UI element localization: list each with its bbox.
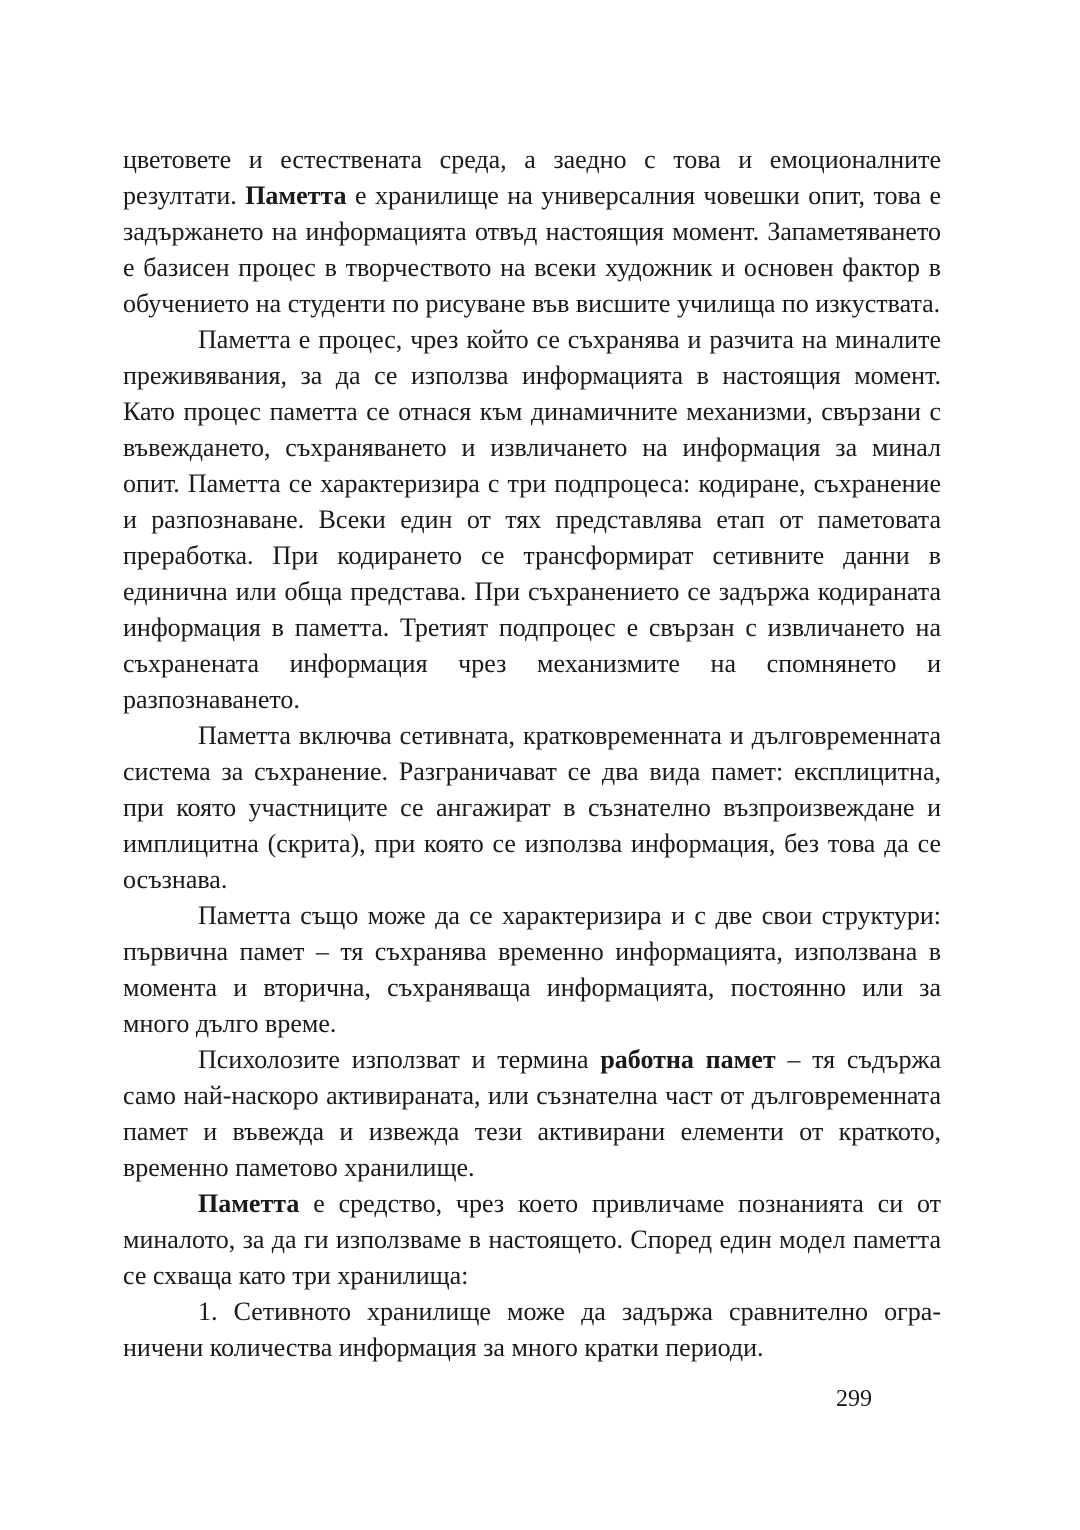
page-number: 299 — [836, 1386, 872, 1412]
paragraph-2 — [123, 322, 941, 718]
paragraph-4 — [123, 898, 941, 1042]
text-run: – тя съдържа само най-наскоро активираната, или съзнателна част от дълговременната памет и въвежда и извежда тези активирани елементи от краткото, временно паметово хранилище. — [123, 1045, 941, 1182]
text-run: Паметта е процес, чрез който се съхранява и разчита на миналите преживявания, за да се използва информацията в настоящия момент. Като процес паметта се отнася към динамичните механизми, свързани с въвеждането, съхраняването и извличането на информация за минал опит. Паметта се характеризира с три подпроцеса: кодиране, съхранение и разпознаване. Всеки един от тях представлява етап от паметовата преработка. При кодирането се трансформират сетивните данни в единична или обща представа. При съхранението се задържа кодираната информация в паметта. Третият подпроцес е свързан с извличането на съхранената информация чрез механизмите на спомнянето и разпознаването. — [123, 325, 941, 714]
text-run: Паметта включва сетивната, кратковременната и дълговременната система за съхранение. Разграничават се два вида памет: експлицитна, при която участниците се ангажират в съзнателно възпроизвеждане и имплицитна (скрита), при която се използва информация, без това да се осъзнава. — [123, 721, 941, 894]
text-run: е средство, чрез което привличаме познанията си от миналото, за да ги използваме в настоящето. Според един модел паметта се схваща като три хранилища: — [123, 1189, 941, 1290]
text-run: е хранилище на универсалния човешки опит, това е задържането на информацията отвъд настоящия момент. Запаметяването е базисен процес в творчеството на всеки художник и основен фактор в обучението на студенти по рисуване във висшите училища по изкуствата. — [123, 181, 941, 318]
paragraph-3 — [123, 718, 941, 898]
paragraph-1 — [123, 142, 941, 322]
text-run: Паметта също може да се характеризира и с две свои структури: първична памет – тя съхранява временно информацията, използвана в момента и вторична, съхраняваща информацията, постоянно или за много дълго време. — [123, 901, 941, 1038]
bold-term-working-memory: работна памет — [600, 1045, 776, 1074]
text-run: Психолозите използват и термина — [198, 1045, 601, 1074]
text-run: цветовете и естествената среда, а заедно с това и емоционалните резултати. — [123, 145, 941, 210]
body-text — [123, 142, 941, 1366]
text-run: 1. Сетивното хранилище може да задържа сравнително ограничени количества информация за много кратки периоди. — [123, 1297, 941, 1362]
bold-term-pametta: Паметта — [245, 181, 347, 210]
paragraph-6 — [123, 1186, 941, 1294]
paragraph-7 — [123, 1294, 941, 1366]
paragraph-5 — [123, 1042, 941, 1186]
bold-term-pametta: Паметта — [198, 1189, 300, 1218]
